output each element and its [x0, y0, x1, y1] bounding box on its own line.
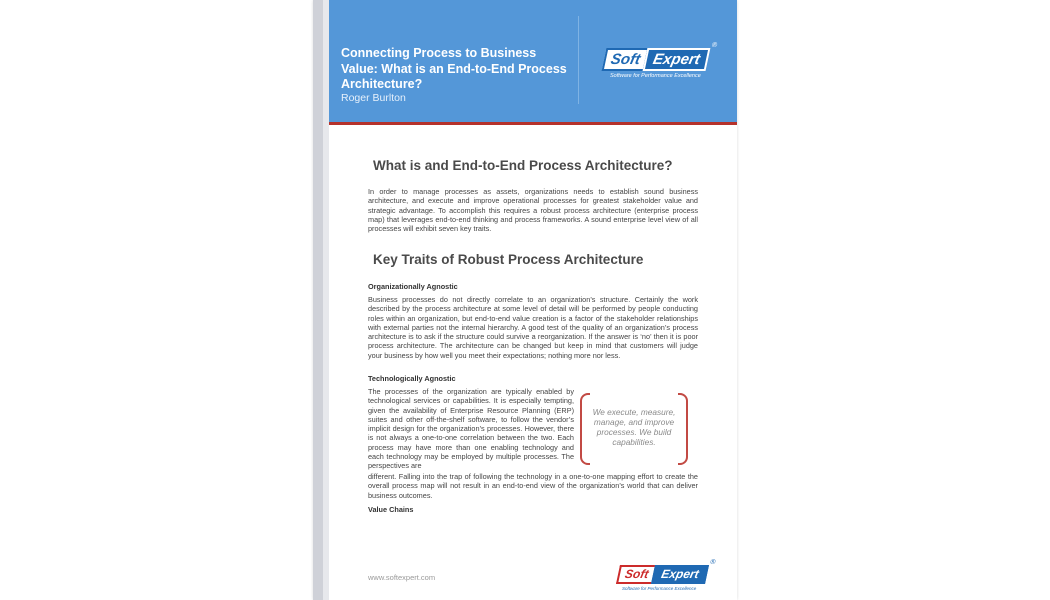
- document-page: [313, 0, 737, 600]
- subheading-organizationally-agnostic: Organizationally Agnostic: [368, 282, 458, 291]
- page-header: [313, 0, 737, 122]
- footer-logo-mark: [616, 559, 717, 584]
- subheading-technologically-agnostic: Technologically Agnostic: [368, 374, 456, 383]
- header-rule: [313, 122, 737, 125]
- quote-bracket-left: [580, 393, 590, 465]
- logo-soft-text: Soft: [602, 48, 648, 71]
- logo-expert-text: Expert: [643, 48, 711, 71]
- pull-quote: [580, 393, 688, 461]
- footer-url[interactable]: www.softexpert.com: [368, 573, 436, 582]
- softexpert-logo: [604, 42, 718, 79]
- logo-tagline: Software for Performance Excellence: [610, 73, 701, 79]
- page-spine-inner: [323, 0, 329, 600]
- document-title: Connecting Process to Business Value: What is an End-to-End Process Architecture?: [341, 46, 567, 91]
- footer-logo-soft-text: Soft: [616, 565, 655, 584]
- section-heading-architecture: What is and End-to-End Process Architecture?: [373, 158, 673, 173]
- pull-quote-text: We execute, measure, manage, and improve processes. We build capabilities.: [592, 407, 676, 447]
- footer-logo-expert-text: Expert: [651, 565, 708, 584]
- registered-mark: ®: [711, 42, 718, 49]
- intro-paragraph: In order to manage processes as assets, organizations needs to establish sound business architecture, and execute and improve operational processes for greatest stakeholder value and strategic advantage. To accomplish this requires a robust process architecture (enterprise process map) that leverages end-to-end thinking and process frameworks. A sound enterprise level view of all processes will exhibit seven key traits.: [368, 187, 698, 234]
- footer-registered-mark: ®: [709, 559, 717, 566]
- document-author: Roger Burlton: [341, 92, 406, 104]
- header-divider: [578, 16, 579, 104]
- page-spine: [313, 0, 323, 600]
- section-heading-key-traits: Key Traits of Robust Process Architecture: [373, 252, 644, 267]
- subheading-value-chains: Value Chains: [368, 505, 414, 514]
- paragraph-technologically-agnostic-continued: different. Falling into the trap of following the technology in a one-to-one mapping effort to create the overall process map will not result in an end-to-end view of the organization’s world that can deliver business outcomes.: [368, 472, 698, 500]
- quote-bracket-right: [678, 393, 688, 465]
- footer-logo-tagline: Software for Performance Excellence: [622, 586, 697, 591]
- paragraph-organizationally-agnostic: Business processes do not directly correlate to an organization’s structure. Certainly the work described by the process architecture at some level of detail will be performed by people conducting roles within an organization, but end-to-end value creation is a factor of the stakeholder relationships with external parties not the internal hierarchy. A good test of the quality of an organization’s process architecture is to ask if the structure could survive a reorganization. If the answer is ‘no’ then it is poor process architecture. The architecture can be changed but keep in mind that customers will judge your business by how well you meet their expectations; nothing more nor less.: [368, 295, 698, 360]
- paragraph-technologically-agnostic: The processes of the organization are typically enabled by technological services or capabilities. It is especially tempting, given the availability of Enterprise Resource Planning (ERP) suites and other off-the-shelf software, to follow the vendor’s implicit design for the organization’s processes. However, there is not always a one-to-one correlation between the two. Each process may have more than one enabling technology and each technology may be employed by multiple processes. The perspectives are: [368, 387, 574, 471]
- footer-softexpert-logo: [618, 559, 717, 591]
- logo-mark: [602, 42, 718, 71]
